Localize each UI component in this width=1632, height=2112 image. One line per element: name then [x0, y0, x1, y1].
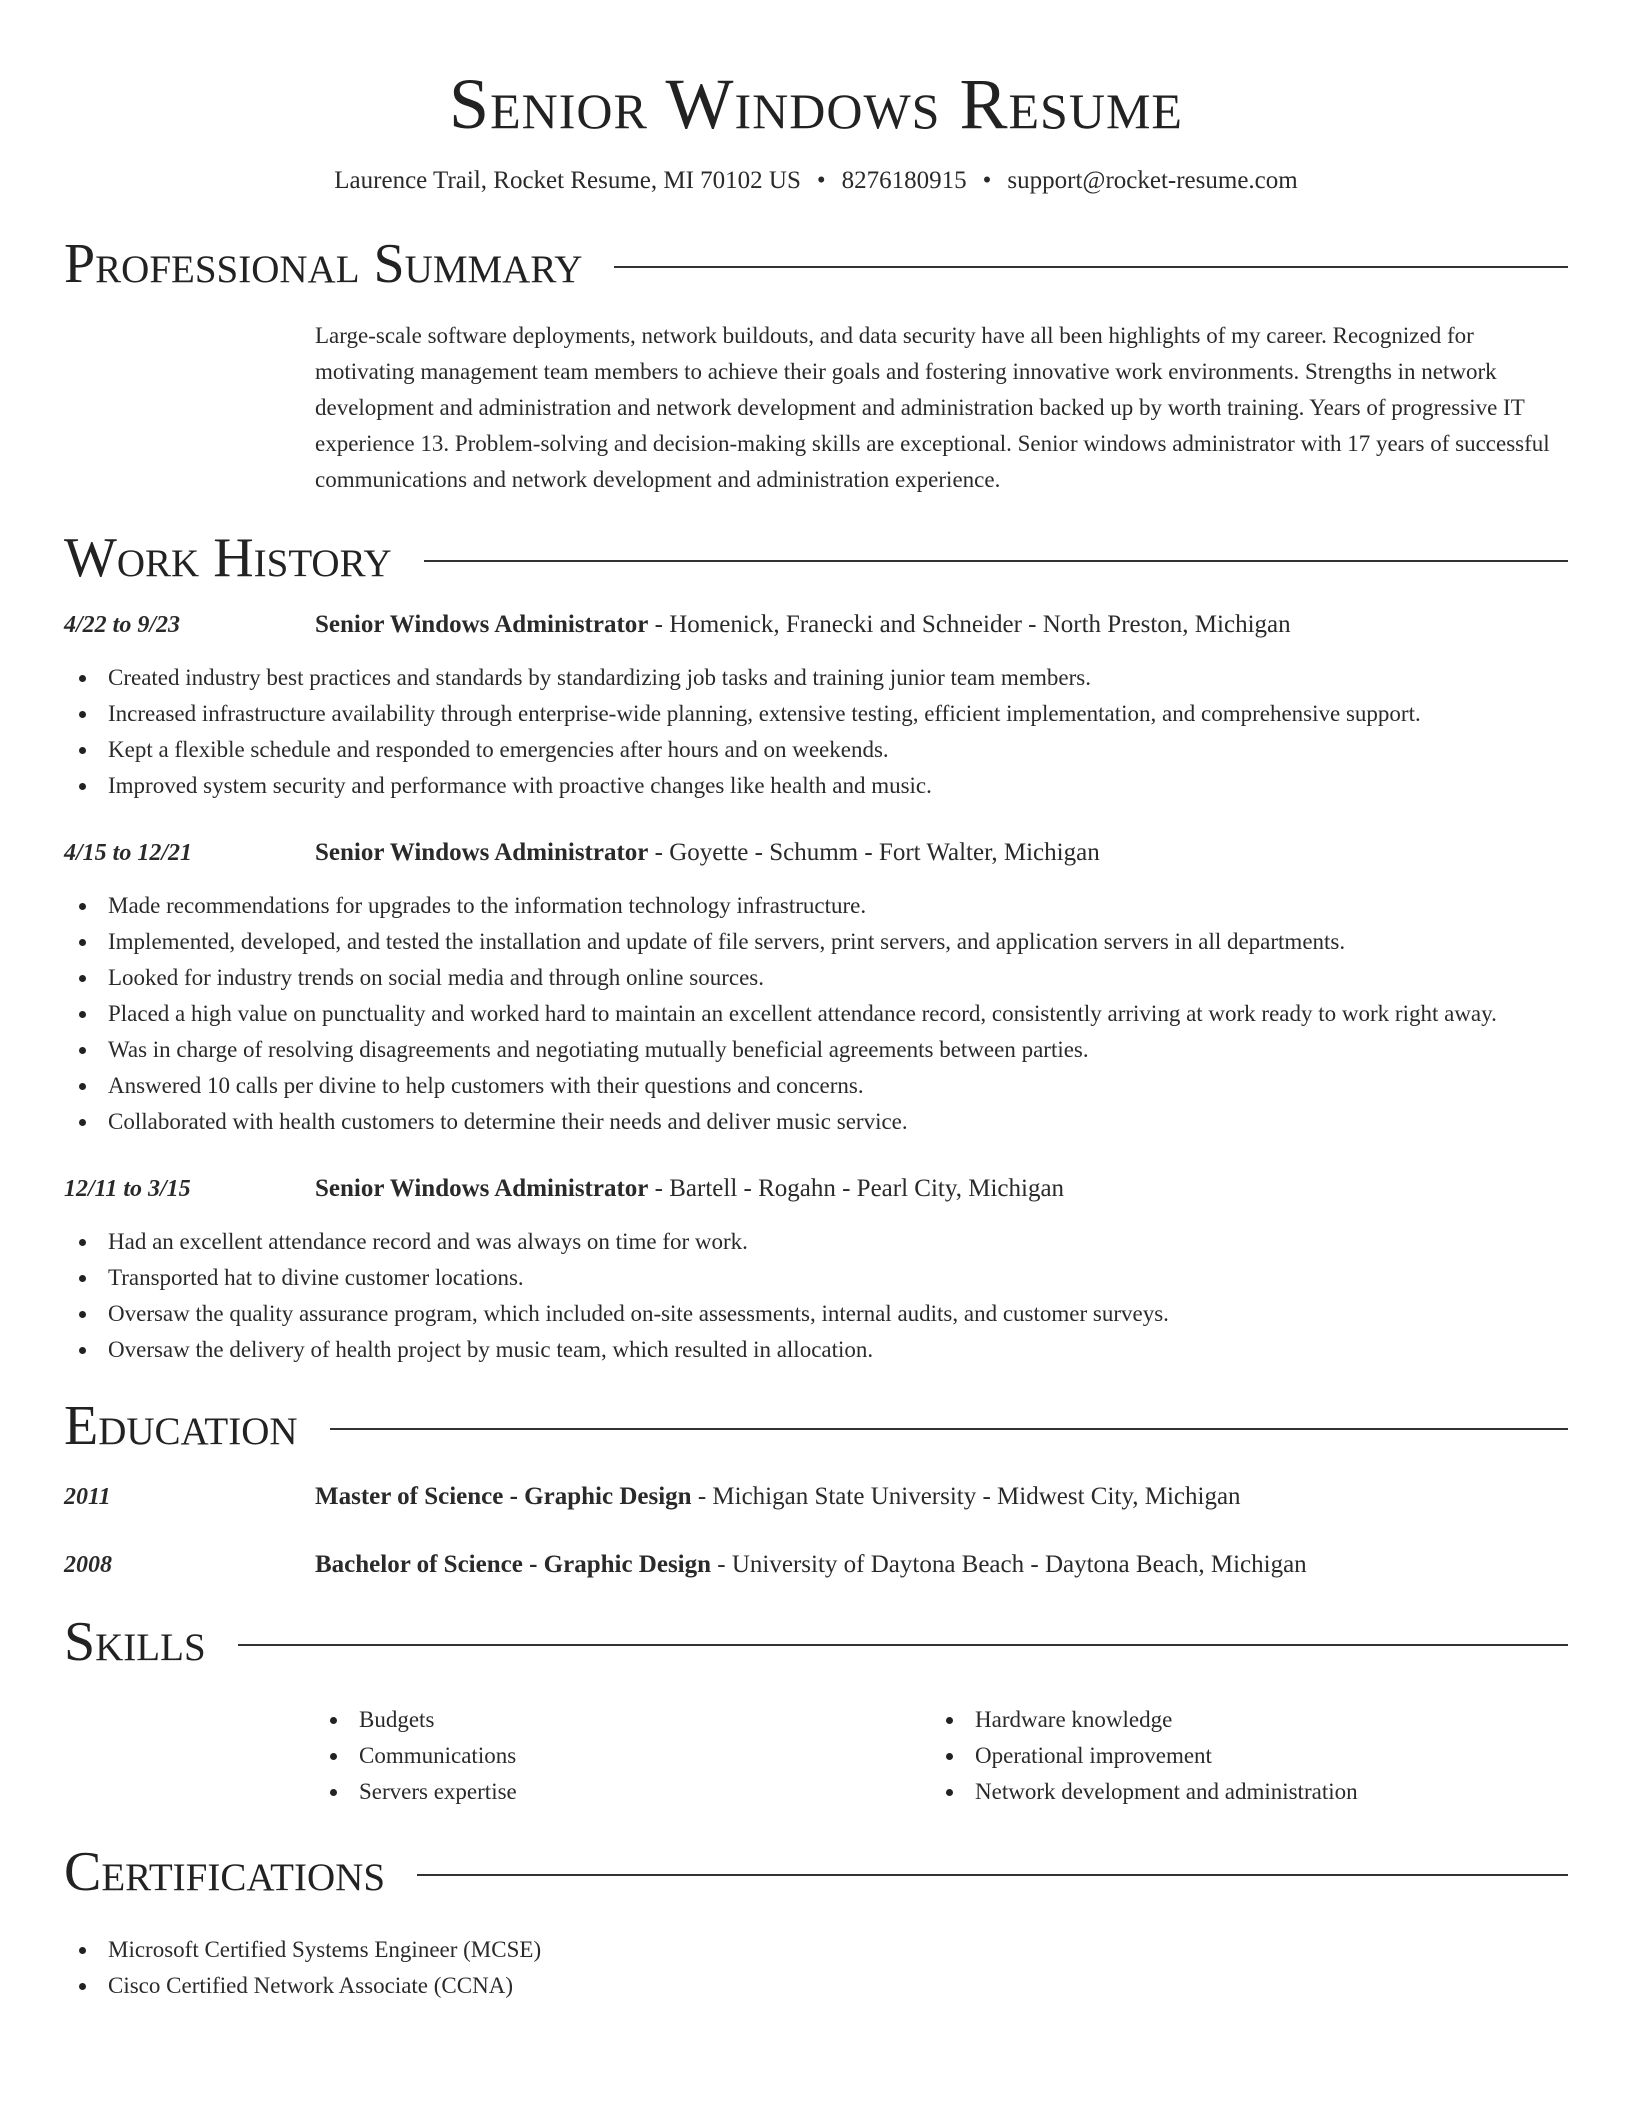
section-divider	[424, 560, 1568, 562]
job-details: - Goyette - Schumm - Fort Walter, Michigan	[648, 839, 1100, 866]
job-body	[315, 608, 1568, 642]
resume-page	[64, 0, 1568, 2004]
job-bullet: Made recommendations for upgrades to the information technology infrastructure.	[64, 888, 1568, 924]
education-body	[315, 1480, 1568, 1514]
contact-address: Laurence Trail, Rocket Resume, MI 70102 US	[334, 167, 801, 194]
job-bullets	[64, 888, 1568, 1140]
skills-column-left	[315, 1702, 931, 1810]
summary-text: Large-scale software deployments, network buildouts, and data security have all been highlights of my career. Recognized for motivating management team members to achieve their goals and fostering innovative work environments. Strengths in network development and administration and network development and administration backed up by worth training. Years of progressive IT experience 13. Problem-solving and decision-making skills are exceptional. Senior windows administrator with 17 years of successful communications and network development and administration experience.	[315, 323, 1550, 492]
job-heading-line	[315, 608, 1568, 642]
education-year: 2011	[64, 1484, 111, 1510]
job-bullet: Transported hat to divine customer locations.	[64, 1260, 1568, 1296]
job-details: - Bartell - Rogahn - Pearl City, Michigan	[648, 1175, 1065, 1202]
skills-heading: Skills	[64, 1611, 206, 1673]
job-heading-line	[315, 1172, 1568, 1206]
skill-item: Budgets	[315, 1702, 931, 1738]
job-bullet: Increased infrastructure availability through enterprise-wide planning, extensive testing, efficient implementation, and comprehensive support.	[64, 696, 1568, 732]
contact-separator: •	[816, 167, 826, 194]
job-bullet: Answered 10 calls per divine to help customers with their questions and concerns.	[64, 1068, 1568, 1104]
certifications-list	[64, 1932, 1568, 2004]
certifications-section-header	[64, 1840, 1568, 1904]
contact-line	[64, 164, 1568, 198]
job-bullets	[64, 1224, 1568, 1368]
job-body	[315, 1172, 1568, 1206]
education-entry	[64, 1548, 1568, 1582]
job-bullet: Placed a high value on punctuality and worked hard to maintain an excellent attendance record, consistently arriving at work ready to work right away.	[64, 996, 1568, 1032]
summary-section-header	[64, 232, 1568, 296]
education-degree: Bachelor of Science - Graphic Design	[315, 1551, 712, 1578]
education-degree: Master of Science - Graphic Design	[315, 1483, 692, 1510]
skills-column-right	[931, 1702, 1547, 1810]
work-section-header	[64, 526, 1568, 590]
section-divider	[417, 1874, 1568, 1876]
skill-item: Operational improvement	[931, 1738, 1547, 1774]
section-divider	[330, 1428, 1568, 1430]
certification-item: Cisco Certified Network Associate (CCNA)	[64, 1968, 1568, 2004]
job-title: Senior Windows Administrator	[315, 1175, 649, 1202]
summary-heading: Professional Summary	[64, 233, 583, 295]
education-year: 2008	[64, 1552, 112, 1578]
job-bullet: Implemented, developed, and tested the installation and update of file servers, print servers, and application servers in all departments.	[64, 924, 1568, 960]
job-dates: 12/11 to 3/15	[64, 1176, 191, 1202]
job-bullets	[64, 660, 1568, 804]
job-bullet: Oversaw the quality assurance program, which included on-site assessments, internal audits, and customer surveys.	[64, 1296, 1568, 1332]
skills-grid	[315, 1702, 1568, 1810]
resume-title: Senior Windows Resume	[449, 64, 1183, 144]
section-divider	[614, 266, 1568, 268]
education-line	[315, 1548, 1568, 1582]
skill-item: Servers expertise	[315, 1774, 931, 1810]
contact-phone: 8276180915	[841, 167, 967, 194]
education-heading: Education	[64, 1395, 298, 1457]
job-title: Senior Windows Administrator	[315, 611, 649, 638]
job-heading-line	[315, 836, 1568, 870]
education-entry	[64, 1480, 1568, 1514]
education-details: - Michigan State University - Midwest City, Michigan	[691, 1483, 1241, 1510]
job-bullet: Looked for industry trends on social media and through online sources.	[64, 960, 1568, 996]
job-entry	[64, 836, 1568, 870]
job-entry	[64, 1172, 1568, 1206]
job-bullet: Created industry best practices and standards by standardizing job tasks and training junior team members.	[64, 660, 1568, 696]
job-bullet: Kept a flexible schedule and responded to emergencies after hours and on weekends.	[64, 732, 1568, 768]
certifications-heading: Certifications	[64, 1841, 386, 1903]
job-title: Senior Windows Administrator	[315, 839, 649, 866]
skill-item: Hardware knowledge	[931, 1702, 1547, 1738]
skills-section-header	[64, 1610, 1568, 1674]
work-heading: Work History	[64, 527, 392, 589]
job-dates: 4/22 to 9/23	[64, 612, 181, 638]
job-entry	[64, 608, 1568, 642]
job-dates: 4/15 to 12/21	[64, 840, 193, 866]
skill-item: Network development and administration	[931, 1774, 1547, 1810]
education-details: - University of Daytona Beach - Daytona Beach, Michigan	[711, 1551, 1307, 1578]
certification-item: Microsoft Certified Systems Engineer (MCSE)	[64, 1932, 1568, 1968]
education-section-header	[64, 1394, 1568, 1458]
job-bullet: Was in charge of resolving disagreements and negotiating mutually beneficial agreements between parties.	[64, 1032, 1568, 1068]
job-bullet: Improved system security and performance with proactive changes like health and music.	[64, 768, 1568, 804]
education-line	[315, 1480, 1568, 1514]
education-body	[315, 1548, 1568, 1582]
contact-email: support@rocket-resume.com	[1007, 167, 1298, 194]
job-bullet: Oversaw the delivery of health project by music team, which resulted in allocation.	[64, 1332, 1568, 1368]
job-bullet: Collaborated with health customers to determine their needs and deliver music service.	[64, 1104, 1568, 1140]
contact-separator: •	[982, 167, 992, 194]
skill-item: Communications	[315, 1738, 931, 1774]
job-bullet: Had an excellent attendance record and was always on time for work.	[64, 1224, 1568, 1260]
job-body	[315, 836, 1568, 870]
section-divider	[238, 1644, 1568, 1646]
job-details: - Homenick, Franecki and Schneider - North Preston, Michigan	[648, 611, 1291, 638]
